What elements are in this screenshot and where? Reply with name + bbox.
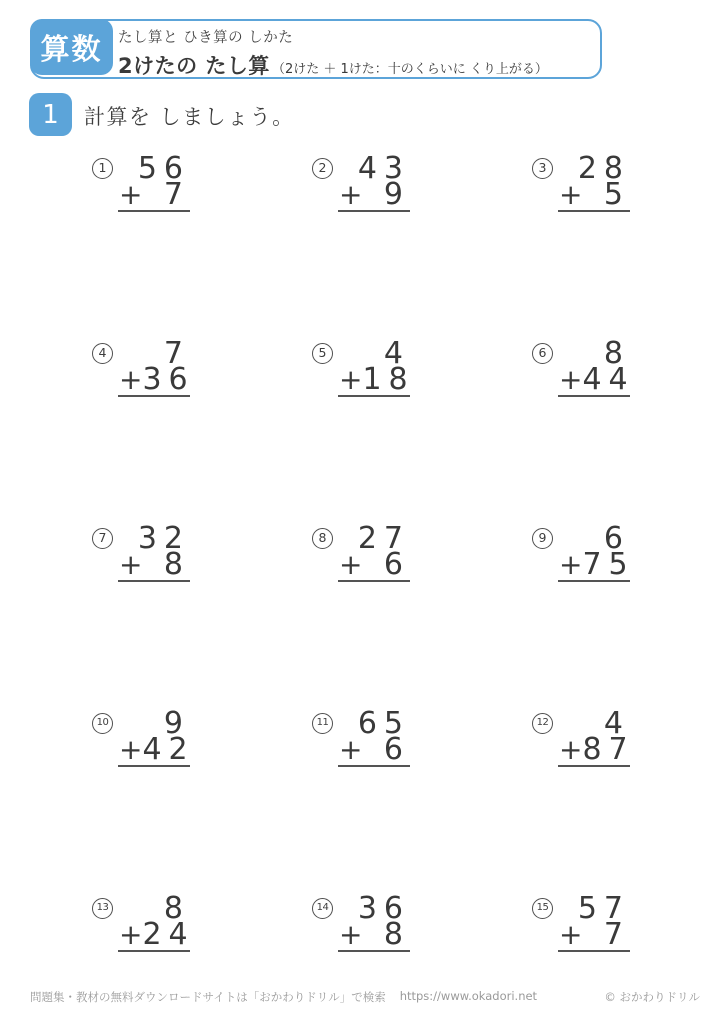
problem-number-circle: 14 — [312, 898, 333, 919]
plus-operator: + — [339, 733, 363, 766]
footer-copyright: © おかわりドリル — [604, 990, 700, 1004]
bottom-addend-value: 7 — [163, 177, 190, 212]
column-addition — [338, 151, 410, 212]
bottom-addend-value: 18 — [362, 362, 415, 397]
problem-number-circle: 10 — [92, 713, 113, 734]
bottom-addend-row — [118, 917, 195, 952]
bottom-addend-row — [118, 177, 190, 212]
footer-site-description: 問題集・教材の無料ダウンロードサイトは「おかわりドリル」で検索 — [30, 990, 386, 1004]
problem-number-circle: 4 — [92, 343, 113, 364]
bottom-addend-value: 7 — [603, 917, 630, 952]
footer-left — [30, 989, 537, 1005]
problem-number-circle: 13 — [92, 898, 113, 919]
bottom-addend-row — [558, 732, 635, 767]
plus-operator: + — [559, 918, 583, 951]
column-addition — [558, 336, 635, 397]
problem-number-circle: 15 — [532, 898, 553, 919]
top-addend-value: 7 — [163, 336, 190, 371]
subject-badge: 算数 — [30, 19, 113, 75]
worksheet-category: たし算と ひき算の しかた — [118, 30, 294, 46]
plus-operator: + — [119, 733, 143, 766]
bottom-addend-value: 6 — [383, 547, 410, 582]
bottom-addend-row — [558, 917, 630, 952]
plus-operator: + — [119, 918, 143, 951]
plus-operator: + — [119, 363, 143, 396]
footer-url: https://www.okadori.net — [399, 989, 538, 1003]
bottom-addend-value: 8 — [163, 547, 190, 582]
top-addend-value: 8 — [163, 891, 190, 926]
worksheet-title-row — [118, 50, 548, 80]
bottom-addend-value: 5 — [603, 177, 630, 212]
top-addend-value: 9 — [163, 706, 190, 741]
top-addend-value: 65 — [357, 706, 410, 741]
problem-number-circle: 12 — [532, 713, 553, 734]
header-titles — [118, 26, 548, 80]
bottom-addend-value: 8 — [383, 917, 410, 952]
column-addition — [118, 336, 195, 397]
problem-number-circle: 6 — [532, 343, 553, 364]
bottom-addend-value: 87 — [582, 732, 635, 767]
bottom-addend-row — [118, 362, 195, 397]
top-addend-value: 8 — [603, 336, 630, 371]
column-addition — [118, 521, 190, 582]
section-number-badge: 1 — [29, 93, 72, 136]
problem-number-circle: 9 — [532, 528, 553, 549]
plus-operator: + — [339, 918, 363, 951]
plus-operator: + — [339, 363, 363, 396]
top-addend-value: 4 — [603, 706, 630, 741]
bottom-addend-row — [558, 177, 630, 212]
column-addition — [118, 891, 195, 952]
bottom-addend-row — [558, 362, 635, 397]
problem-number-circle: 7 — [92, 528, 113, 549]
column-addition — [338, 521, 410, 582]
bottom-addend-row — [338, 177, 410, 212]
problem-number-circle: 11 — [312, 713, 333, 734]
plus-operator: + — [559, 363, 583, 396]
top-addend-value: 28 — [577, 151, 630, 186]
top-addend-value: 6 — [603, 521, 630, 556]
plus-operator: + — [119, 548, 143, 581]
plus-operator: + — [119, 178, 143, 211]
bottom-addend-value: 44 — [582, 362, 635, 397]
problem-number-circle: 3 — [532, 158, 553, 179]
bottom-addend-value: 6 — [383, 732, 410, 767]
plus-operator: + — [559, 733, 583, 766]
column-addition — [118, 151, 190, 212]
plus-operator: + — [339, 178, 363, 211]
problem-number-circle: 2 — [312, 158, 333, 179]
column-addition — [558, 521, 635, 582]
top-addend-value: 32 — [137, 521, 190, 556]
top-addend-value: 36 — [357, 891, 410, 926]
bottom-addend-row — [118, 732, 195, 767]
column-addition — [338, 706, 410, 767]
column-addition — [118, 706, 195, 767]
bottom-addend-value: 9 — [383, 177, 410, 212]
section-instruction: 計算を しましょう。 — [84, 105, 295, 129]
column-addition — [338, 336, 415, 397]
bottom-addend-value: 24 — [142, 917, 195, 952]
bottom-addend-value: 36 — [142, 362, 195, 397]
worksheet-title-note: （2けた ＋ 1けた：十のくらいに くり上がる） — [271, 62, 548, 77]
plus-operator: + — [559, 548, 583, 581]
problem-number-circle: 8 — [312, 528, 333, 549]
problem-number-circle: 5 — [312, 343, 333, 364]
column-addition — [558, 891, 630, 952]
bottom-addend-row — [338, 362, 415, 397]
top-addend-value: 43 — [357, 151, 410, 186]
bottom-addend-value: 42 — [142, 732, 195, 767]
column-addition — [558, 151, 630, 212]
bottom-addend-value: 75 — [582, 547, 635, 582]
column-addition — [558, 706, 635, 767]
bottom-addend-row — [338, 917, 410, 952]
top-addend-value: 27 — [357, 521, 410, 556]
top-addend-value: 56 — [137, 151, 190, 186]
problem-number-circle: 1 — [92, 158, 113, 179]
bottom-addend-row — [338, 547, 410, 582]
top-addend-value: 4 — [383, 336, 410, 371]
bottom-addend-row — [338, 732, 410, 767]
worksheet-title: 2けたの たし算 — [118, 54, 270, 78]
column-addition — [338, 891, 410, 952]
top-addend-value: 57 — [577, 891, 630, 926]
plus-operator: + — [339, 548, 363, 581]
bottom-addend-row — [558, 547, 635, 582]
plus-operator: + — [559, 178, 583, 211]
bottom-addend-row — [118, 547, 190, 582]
